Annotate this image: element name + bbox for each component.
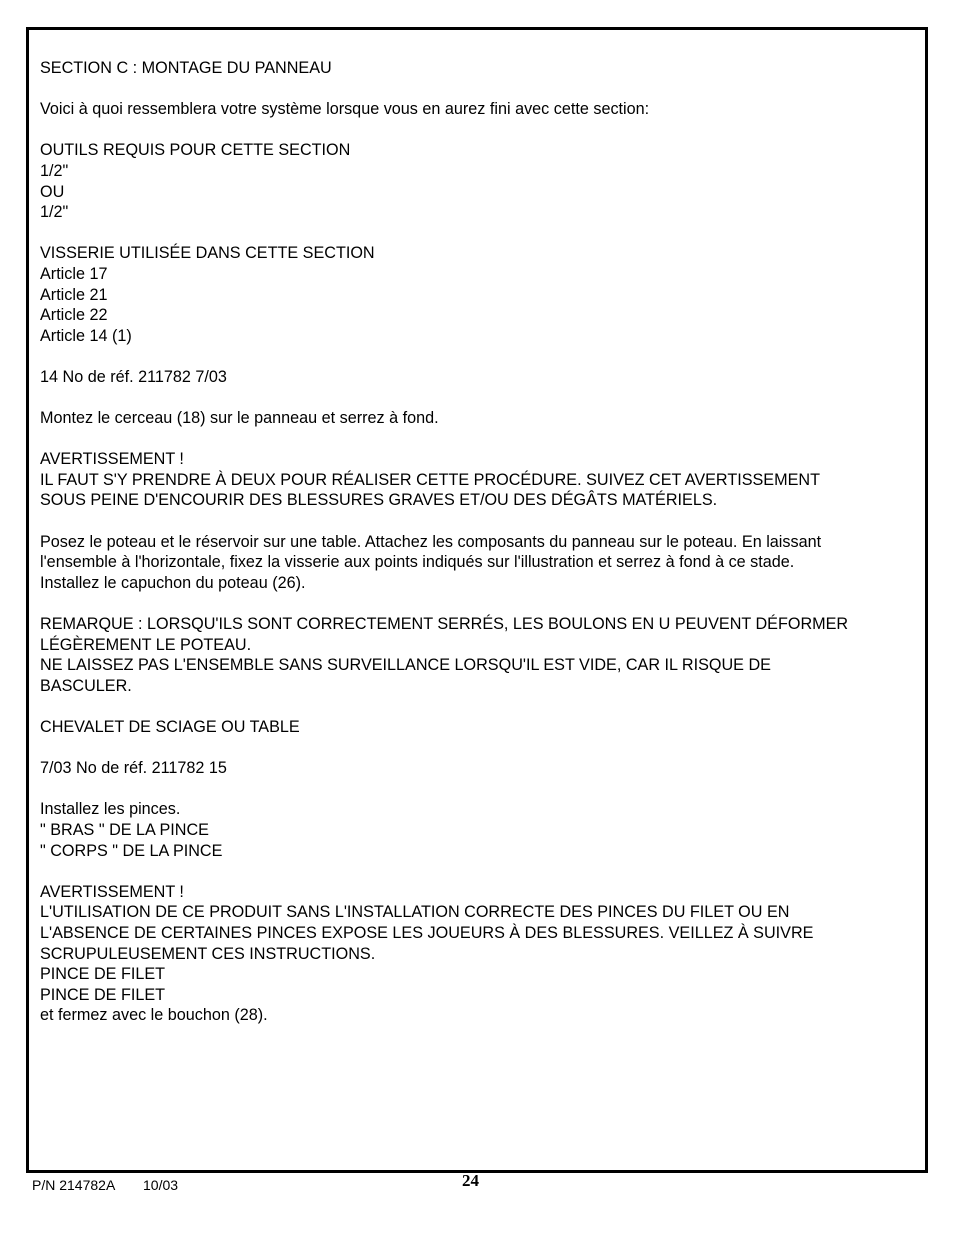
section-title: SECTION C : MONTAGE DU PANNEAU xyxy=(40,59,332,77)
hardware-item: Article 17 xyxy=(40,264,108,283)
sawhorse-block xyxy=(40,717,920,738)
page-reference-block-2 xyxy=(40,758,920,779)
pole-step-line: Installez le capuchon du poteau (26). xyxy=(40,573,306,592)
intro-block xyxy=(40,99,920,120)
clamp-arm-label: " BRAS " DE LA PINCE xyxy=(40,820,209,839)
warning-text-line: IL FAUT S'Y PRENDRE À DEUX POUR RÉALISER CETTE PROCÉDURE. SUIVEZ CET AVERTISSEMENT xyxy=(40,470,820,489)
page-number: 24 xyxy=(462,1171,479,1190)
remark-line: NE LAISSEZ PAS L'ENSEMBLE SANS SURVEILLANCE LORSQU'IL EST VIDE, CAR IL RISQUE DE xyxy=(40,656,771,675)
warning-block xyxy=(40,449,920,511)
warning-text-line: L'ABSENCE DE CERTAINES PINCES EXPOSE LES JOUEURS À DES BLESSURES. VEILLEZ À SUIVRE xyxy=(40,923,814,942)
clamps-block xyxy=(40,799,920,861)
page-reference-2: 7/03 No de réf. 211782 15 xyxy=(40,759,227,778)
tools-heading: OUTILS REQUIS POUR CETTE SECTION xyxy=(40,141,351,160)
sawhorse-label: CHEVALET DE SCIAGE OU TABLE xyxy=(40,718,300,736)
hardware-item: Article 22 xyxy=(40,306,108,325)
remark-line: BASCULER. xyxy=(40,676,132,695)
remark-line: REMARQUE : LORSQU'ILS SONT CORRECTEMENT SERRÉS, LES BOULONS EN U PEUVENT DÉFORMER xyxy=(40,615,849,634)
pole-step-block xyxy=(40,532,920,594)
hardware-item: Article 21 xyxy=(40,285,108,304)
footer-date: 10/03 xyxy=(143,1177,179,1193)
tool-size-1: 1/2" xyxy=(40,161,69,180)
net-clip-label: PINCE DE FILET xyxy=(40,965,166,984)
document-body xyxy=(40,58,920,1047)
clamps-install: Installez les pinces. xyxy=(40,800,181,819)
warning-title: AVERTISSEMENT ! xyxy=(40,450,184,469)
close-cap-text: et fermez avec le bouchon (28). xyxy=(40,1006,268,1025)
page-reference-block xyxy=(40,367,920,388)
tools-block xyxy=(40,140,920,222)
pole-step-line: Posez le poteau et le réservoir sur une table. Attachez les composants du panneau sur le poteau. En laissant xyxy=(40,532,822,551)
footer-part-number: P/N 214782A xyxy=(32,1177,116,1193)
tool-size-2: 1/2" xyxy=(40,203,69,222)
hardware-item: Article 14 (1) xyxy=(40,326,132,345)
warning-block-2 xyxy=(40,882,920,1026)
hardware-block xyxy=(40,243,920,346)
section-heading-block xyxy=(40,58,920,79)
hardware-heading: VISSERIE UTILISÉE DANS CETTE SECTION xyxy=(40,244,375,263)
page-reference: 14 No de réf. 211782 7/03 xyxy=(40,367,227,386)
clamp-body-label: " CORPS " DE LA PINCE xyxy=(40,841,223,860)
warning-text-line: L'UTILISATION DE CE PRODUIT SANS L'INSTALLATION CORRECTE DES PINCES DU FILET OU EN xyxy=(40,903,790,922)
tool-or: OU xyxy=(40,182,65,201)
hoop-step-block xyxy=(40,408,920,429)
warning-title-2: AVERTISSEMENT ! xyxy=(40,882,184,901)
warning-text-line: SOUS PEINE D'ENCOURIR DES BLESSURES GRAVES ET/OU DES DÉGÂTS MATÉRIELS. xyxy=(40,491,718,510)
hoop-step-text: Montez le cerceau (18) sur le panneau et serrez à fond. xyxy=(40,409,439,428)
pole-step-line: l'ensemble à l'horizontale, fixez la visserie aux points indiqués sur l'illustration et serrez à fond à ce stade. xyxy=(40,553,795,572)
remark-block xyxy=(40,614,920,696)
intro-text: Voici à quoi ressemblera votre système lorsque vous en aurez fini avec cette section: xyxy=(40,100,650,119)
remark-line: LÉGÈREMENT LE POTEAU. xyxy=(40,635,252,654)
net-clip-label: PINCE DE FILET xyxy=(40,985,166,1004)
warning-text-line: SCRUPULEUSEMENT CES INSTRUCTIONS. xyxy=(40,944,376,963)
